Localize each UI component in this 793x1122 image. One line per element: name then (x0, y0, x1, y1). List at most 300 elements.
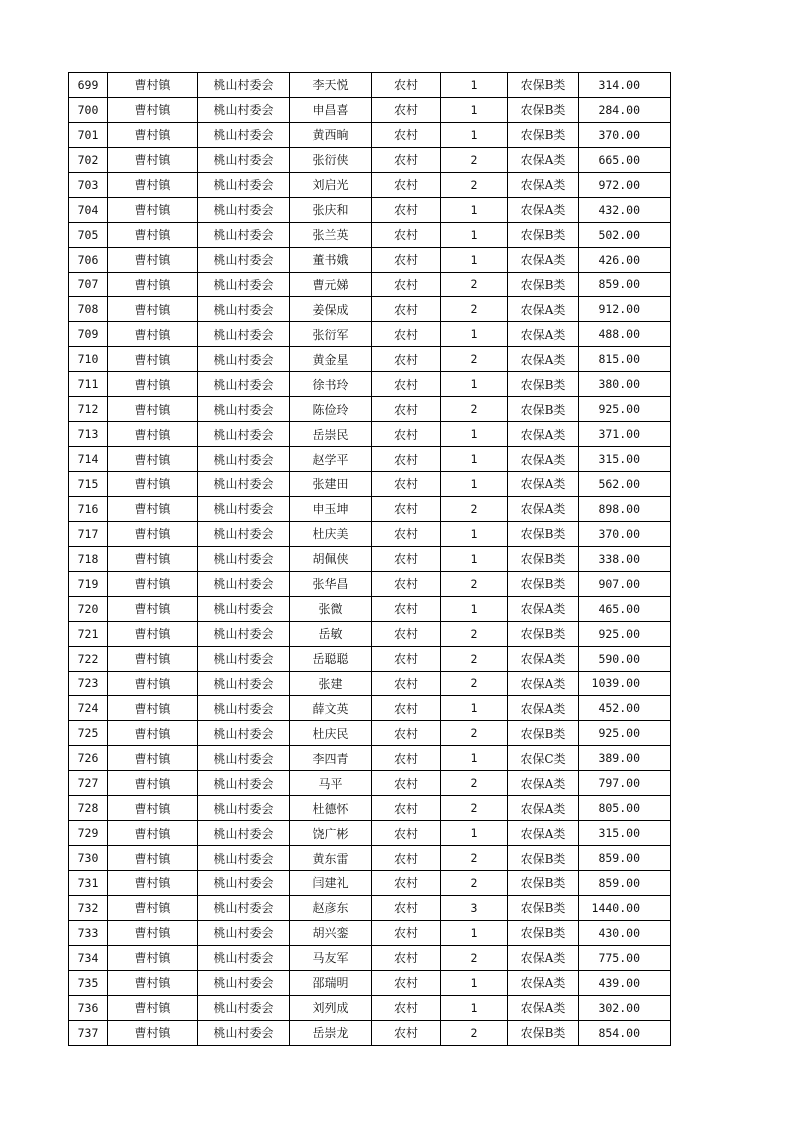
town-cell: 曹村镇 (108, 347, 198, 372)
village-committee-cell: 桃山村委会 (198, 596, 290, 621)
amount-cell: 452.00 (579, 696, 671, 721)
insurance-category-cell: 农保A类 (508, 821, 579, 846)
person-name-cell: 刘列成 (290, 995, 372, 1020)
row-number-cell: 733 (69, 920, 108, 945)
amount-cell: 370.00 (579, 521, 671, 546)
village-committee-cell: 桃山村委会 (198, 796, 290, 821)
table-row (69, 871, 671, 896)
insurance-category-cell: 农保A类 (508, 472, 579, 497)
person-name-cell: 岳崇龙 (290, 1020, 372, 1045)
amount-cell: 805.00 (579, 796, 671, 821)
beneficiary-table (68, 72, 671, 1046)
town-cell: 曹村镇 (108, 871, 198, 896)
town-cell: 曹村镇 (108, 671, 198, 696)
village-committee-cell: 桃山村委会 (198, 521, 290, 546)
household-type-cell: 农村 (372, 197, 441, 222)
household-type-cell: 农村 (372, 596, 441, 621)
amount-cell: 465.00 (579, 596, 671, 621)
village-committee-cell: 桃山村委会 (198, 247, 290, 272)
town-cell: 曹村镇 (108, 422, 198, 447)
household-size-cell: 1 (441, 995, 508, 1020)
person-name-cell: 岳聪聪 (290, 646, 372, 671)
village-committee-cell: 桃山村委会 (198, 496, 290, 521)
row-number-cell: 732 (69, 895, 108, 920)
person-name-cell: 杜庆民 (290, 721, 372, 746)
person-name-cell: 张庆和 (290, 197, 372, 222)
person-name-cell: 杜德怀 (290, 796, 372, 821)
table-row (69, 122, 671, 147)
table-row (69, 73, 671, 98)
village-committee-cell: 桃山村委会 (198, 895, 290, 920)
insurance-category-cell: 农保B类 (508, 546, 579, 571)
insurance-category-cell: 农保A类 (508, 422, 579, 447)
town-cell: 曹村镇 (108, 920, 198, 945)
person-name-cell: 张兰英 (290, 222, 372, 247)
insurance-category-cell: 农保B类 (508, 871, 579, 896)
insurance-category-cell: 农保B类 (508, 222, 579, 247)
person-name-cell: 曹元娣 (290, 272, 372, 297)
village-committee-cell: 桃山村委会 (198, 347, 290, 372)
row-number-cell: 716 (69, 496, 108, 521)
row-number-cell: 709 (69, 322, 108, 347)
table-row (69, 721, 671, 746)
household-size-cell: 1 (441, 920, 508, 945)
amount-cell: 338.00 (579, 546, 671, 571)
row-number-cell: 710 (69, 347, 108, 372)
amount-cell: 665.00 (579, 147, 671, 172)
amount-cell: 370.00 (579, 122, 671, 147)
household-type-cell: 农村 (372, 472, 441, 497)
row-number-cell: 730 (69, 846, 108, 871)
table-row (69, 970, 671, 995)
table-row (69, 397, 671, 422)
household-type-cell: 农村 (372, 422, 441, 447)
table-row (69, 447, 671, 472)
table-row (69, 895, 671, 920)
insurance-category-cell: 农保A类 (508, 696, 579, 721)
town-cell: 曹村镇 (108, 297, 198, 322)
household-type-cell: 农村 (372, 496, 441, 521)
amount-cell: 859.00 (579, 846, 671, 871)
household-type-cell: 农村 (372, 297, 441, 322)
amount-cell: 854.00 (579, 1020, 671, 1045)
table-row (69, 372, 671, 397)
insurance-category-cell: 农保B类 (508, 895, 579, 920)
town-cell: 曹村镇 (108, 721, 198, 746)
amount-cell: 488.00 (579, 322, 671, 347)
row-number-cell: 737 (69, 1020, 108, 1045)
household-type-cell: 农村 (372, 995, 441, 1020)
town-cell: 曹村镇 (108, 472, 198, 497)
household-type-cell: 农村 (372, 1020, 441, 1045)
amount-cell: 907.00 (579, 571, 671, 596)
town-cell: 曹村镇 (108, 771, 198, 796)
town-cell: 曹村镇 (108, 1020, 198, 1045)
row-number-cell: 701 (69, 122, 108, 147)
row-number-cell: 714 (69, 447, 108, 472)
town-cell: 曹村镇 (108, 197, 198, 222)
table-row (69, 746, 671, 771)
amount-cell: 775.00 (579, 945, 671, 970)
village-committee-cell: 桃山村委会 (198, 222, 290, 247)
village-committee-cell: 桃山村委会 (198, 422, 290, 447)
village-committee-cell: 桃山村委会 (198, 846, 290, 871)
town-cell: 曹村镇 (108, 496, 198, 521)
row-number-cell: 734 (69, 945, 108, 970)
household-size-cell: 2 (441, 297, 508, 322)
row-number-cell: 727 (69, 771, 108, 796)
table-row (69, 846, 671, 871)
village-committee-cell: 桃山村委会 (198, 671, 290, 696)
household-size-cell: 2 (441, 646, 508, 671)
person-name-cell: 张衍军 (290, 322, 372, 347)
amount-cell: 302.00 (579, 995, 671, 1020)
table-row (69, 247, 671, 272)
village-committee-cell: 桃山村委会 (198, 322, 290, 347)
household-type-cell: 农村 (372, 122, 441, 147)
person-name-cell: 黄金星 (290, 347, 372, 372)
insurance-category-cell: 农保B类 (508, 73, 579, 98)
row-number-cell: 712 (69, 397, 108, 422)
household-type-cell: 农村 (372, 945, 441, 970)
person-name-cell: 胡兴銮 (290, 920, 372, 945)
household-size-cell: 2 (441, 945, 508, 970)
insurance-category-cell: 农保A类 (508, 596, 579, 621)
row-number-cell: 704 (69, 197, 108, 222)
table-row (69, 571, 671, 596)
household-size-cell: 1 (441, 197, 508, 222)
row-number-cell: 736 (69, 995, 108, 1020)
amount-cell: 859.00 (579, 871, 671, 896)
row-number-cell: 735 (69, 970, 108, 995)
amount-cell: 1039.00 (579, 671, 671, 696)
insurance-category-cell: 农保B类 (508, 920, 579, 945)
household-size-cell: 1 (441, 546, 508, 571)
amount-cell: 925.00 (579, 721, 671, 746)
insurance-category-cell: 农保B类 (508, 122, 579, 147)
person-name-cell: 赵学平 (290, 447, 372, 472)
person-name-cell: 黄东雷 (290, 846, 372, 871)
village-committee-cell: 桃山村委会 (198, 147, 290, 172)
household-size-cell: 1 (441, 372, 508, 397)
household-size-cell: 1 (441, 322, 508, 347)
table-row (69, 696, 671, 721)
village-committee-cell: 桃山村委会 (198, 821, 290, 846)
household-type-cell: 农村 (372, 147, 441, 172)
town-cell: 曹村镇 (108, 796, 198, 821)
village-committee-cell: 桃山村委会 (198, 771, 290, 796)
town-cell: 曹村镇 (108, 322, 198, 347)
town-cell: 曹村镇 (108, 372, 198, 397)
household-size-cell: 2 (441, 397, 508, 422)
row-number-cell: 706 (69, 247, 108, 272)
person-name-cell: 申昌喜 (290, 97, 372, 122)
town-cell: 曹村镇 (108, 521, 198, 546)
amount-cell: 432.00 (579, 197, 671, 222)
village-committee-cell: 桃山村委会 (198, 172, 290, 197)
amount-cell: 925.00 (579, 397, 671, 422)
person-name-cell: 饶广彬 (290, 821, 372, 846)
town-cell: 曹村镇 (108, 596, 198, 621)
amount-cell: 898.00 (579, 496, 671, 521)
household-size-cell: 1 (441, 596, 508, 621)
row-number-cell: 718 (69, 546, 108, 571)
town-cell: 曹村镇 (108, 970, 198, 995)
household-size-cell: 1 (441, 521, 508, 546)
household-type-cell: 农村 (372, 272, 441, 297)
row-number-cell: 715 (69, 472, 108, 497)
village-committee-cell: 桃山村委会 (198, 122, 290, 147)
household-type-cell: 农村 (372, 721, 441, 746)
household-type-cell: 农村 (372, 247, 441, 272)
person-name-cell: 董书娥 (290, 247, 372, 272)
household-size-cell: 2 (441, 621, 508, 646)
household-size-cell: 1 (441, 970, 508, 995)
village-committee-cell: 桃山村委会 (198, 646, 290, 671)
row-number-cell: 702 (69, 147, 108, 172)
town-cell: 曹村镇 (108, 122, 198, 147)
household-type-cell: 农村 (372, 546, 441, 571)
household-type-cell: 农村 (372, 521, 441, 546)
town-cell: 曹村镇 (108, 696, 198, 721)
household-type-cell: 农村 (372, 347, 441, 372)
amount-cell: 925.00 (579, 621, 671, 646)
amount-cell: 426.00 (579, 247, 671, 272)
household-size-cell: 2 (441, 846, 508, 871)
household-size-cell: 2 (441, 671, 508, 696)
table-row (69, 546, 671, 571)
insurance-category-cell: 农保A类 (508, 297, 579, 322)
village-committee-cell: 桃山村委会 (198, 73, 290, 98)
household-type-cell: 农村 (372, 796, 441, 821)
village-committee-cell: 桃山村委会 (198, 945, 290, 970)
town-cell: 曹村镇 (108, 846, 198, 871)
amount-cell: 315.00 (579, 447, 671, 472)
person-name-cell: 张建田 (290, 472, 372, 497)
amount-cell: 430.00 (579, 920, 671, 945)
household-size-cell: 1 (441, 696, 508, 721)
table-row (69, 222, 671, 247)
insurance-category-cell: 农保A类 (508, 771, 579, 796)
person-name-cell: 岳敏 (290, 621, 372, 646)
amount-cell: 1440.00 (579, 895, 671, 920)
insurance-category-cell: 农保A类 (508, 970, 579, 995)
village-committee-cell: 桃山村委会 (198, 272, 290, 297)
household-type-cell: 农村 (372, 895, 441, 920)
household-type-cell: 农村 (372, 846, 441, 871)
household-type-cell: 农村 (372, 222, 441, 247)
insurance-category-cell: 农保A类 (508, 945, 579, 970)
village-committee-cell: 桃山村委会 (198, 571, 290, 596)
table-row (69, 821, 671, 846)
insurance-category-cell: 农保A类 (508, 147, 579, 172)
person-name-cell: 薛文英 (290, 696, 372, 721)
insurance-category-cell: 农保A类 (508, 247, 579, 272)
table-row (69, 147, 671, 172)
person-name-cell: 马平 (290, 771, 372, 796)
table-row (69, 297, 671, 322)
amount-cell: 797.00 (579, 771, 671, 796)
row-number-cell: 723 (69, 671, 108, 696)
household-type-cell: 农村 (372, 920, 441, 945)
row-number-cell: 726 (69, 746, 108, 771)
insurance-category-cell: 农保A类 (508, 172, 579, 197)
person-name-cell: 胡佩侠 (290, 546, 372, 571)
household-size-cell: 1 (441, 472, 508, 497)
amount-cell: 590.00 (579, 646, 671, 671)
town-cell: 曹村镇 (108, 447, 198, 472)
insurance-category-cell: 农保C类 (508, 746, 579, 771)
household-size-cell: 2 (441, 571, 508, 596)
village-committee-cell: 桃山村委会 (198, 621, 290, 646)
row-number-cell: 721 (69, 621, 108, 646)
person-name-cell: 申玉坤 (290, 496, 372, 521)
town-cell: 曹村镇 (108, 995, 198, 1020)
person-name-cell: 姜保成 (290, 297, 372, 322)
village-committee-cell: 桃山村委会 (198, 920, 290, 945)
town-cell: 曹村镇 (108, 147, 198, 172)
table-row (69, 596, 671, 621)
row-number-cell: 720 (69, 596, 108, 621)
household-size-cell: 1 (441, 746, 508, 771)
insurance-category-cell: 农保B类 (508, 521, 579, 546)
insurance-category-cell: 农保A类 (508, 347, 579, 372)
household-size-cell: 2 (441, 496, 508, 521)
amount-cell: 972.00 (579, 172, 671, 197)
table-row (69, 621, 671, 646)
amount-cell: 314.00 (579, 73, 671, 98)
household-type-cell: 农村 (372, 397, 441, 422)
table-row (69, 272, 671, 297)
village-committee-cell: 桃山村委会 (198, 871, 290, 896)
town-cell: 曹村镇 (108, 73, 198, 98)
household-type-cell: 农村 (372, 73, 441, 98)
table-row (69, 771, 671, 796)
household-type-cell: 农村 (372, 671, 441, 696)
village-committee-cell: 桃山村委会 (198, 696, 290, 721)
household-type-cell: 农村 (372, 571, 441, 596)
household-type-cell: 农村 (372, 821, 441, 846)
insurance-category-cell: 农保A类 (508, 447, 579, 472)
person-name-cell: 杜庆美 (290, 521, 372, 546)
person-name-cell: 闫建礼 (290, 871, 372, 896)
town-cell: 曹村镇 (108, 646, 198, 671)
person-name-cell: 张衍侠 (290, 147, 372, 172)
insurance-category-cell: 农保B类 (508, 372, 579, 397)
amount-cell: 502.00 (579, 222, 671, 247)
village-committee-cell: 桃山村委会 (198, 970, 290, 995)
insurance-category-cell: 农保B类 (508, 272, 579, 297)
household-size-cell: 1 (441, 821, 508, 846)
table-row (69, 945, 671, 970)
row-number-cell: 717 (69, 521, 108, 546)
table-row (69, 422, 671, 447)
town-cell: 曹村镇 (108, 222, 198, 247)
village-committee-cell: 桃山村委会 (198, 721, 290, 746)
town-cell: 曹村镇 (108, 172, 198, 197)
row-number-cell: 722 (69, 646, 108, 671)
row-number-cell: 703 (69, 172, 108, 197)
row-number-cell: 699 (69, 73, 108, 98)
village-committee-cell: 桃山村委会 (198, 372, 290, 397)
village-committee-cell: 桃山村委会 (198, 97, 290, 122)
person-name-cell: 张微 (290, 596, 372, 621)
village-committee-cell: 桃山村委会 (198, 297, 290, 322)
person-name-cell: 李天悦 (290, 73, 372, 98)
row-number-cell: 731 (69, 871, 108, 896)
household-size-cell: 1 (441, 122, 508, 147)
row-number-cell: 711 (69, 372, 108, 397)
village-committee-cell: 桃山村委会 (198, 1020, 290, 1045)
household-type-cell: 农村 (372, 696, 441, 721)
person-name-cell: 张建 (290, 671, 372, 696)
table-row (69, 521, 671, 546)
household-type-cell: 农村 (372, 746, 441, 771)
person-name-cell: 徐书玲 (290, 372, 372, 397)
row-number-cell: 724 (69, 696, 108, 721)
amount-cell: 815.00 (579, 347, 671, 372)
insurance-category-cell: 农保A类 (508, 197, 579, 222)
household-size-cell: 1 (441, 247, 508, 272)
row-number-cell: 729 (69, 821, 108, 846)
table-row (69, 97, 671, 122)
town-cell: 曹村镇 (108, 621, 198, 646)
person-name-cell: 李四青 (290, 746, 372, 771)
town-cell: 曹村镇 (108, 97, 198, 122)
amount-cell: 371.00 (579, 422, 671, 447)
insurance-category-cell: 农保A类 (508, 496, 579, 521)
row-number-cell: 707 (69, 272, 108, 297)
household-size-cell: 2 (441, 771, 508, 796)
insurance-category-cell: 农保A类 (508, 796, 579, 821)
table-row (69, 172, 671, 197)
town-cell: 曹村镇 (108, 746, 198, 771)
insurance-category-cell: 农保B类 (508, 1020, 579, 1045)
household-size-cell: 1 (441, 222, 508, 247)
row-number-cell: 728 (69, 796, 108, 821)
amount-cell: 389.00 (579, 746, 671, 771)
household-type-cell: 农村 (372, 871, 441, 896)
table-row (69, 796, 671, 821)
household-type-cell: 农村 (372, 771, 441, 796)
insurance-category-cell: 农保B类 (508, 571, 579, 596)
village-committee-cell: 桃山村委会 (198, 995, 290, 1020)
row-number-cell: 700 (69, 97, 108, 122)
table-row (69, 347, 671, 372)
village-committee-cell: 桃山村委会 (198, 546, 290, 571)
household-type-cell: 农村 (372, 172, 441, 197)
table-row (69, 1020, 671, 1045)
table-row (69, 671, 671, 696)
row-number-cell: 713 (69, 422, 108, 447)
table-body (69, 73, 671, 1046)
insurance-category-cell: 农保B类 (508, 846, 579, 871)
village-committee-cell: 桃山村委会 (198, 397, 290, 422)
amount-cell: 380.00 (579, 372, 671, 397)
row-number-cell: 719 (69, 571, 108, 596)
table-row (69, 322, 671, 347)
village-committee-cell: 桃山村委会 (198, 447, 290, 472)
household-type-cell: 农村 (372, 322, 441, 347)
town-cell: 曹村镇 (108, 821, 198, 846)
insurance-category-cell: 农保A类 (508, 646, 579, 671)
household-size-cell: 2 (441, 721, 508, 746)
person-name-cell: 刘启光 (290, 172, 372, 197)
insurance-category-cell: 农保A类 (508, 995, 579, 1020)
household-type-cell: 农村 (372, 97, 441, 122)
household-size-cell: 2 (441, 272, 508, 297)
amount-cell: 562.00 (579, 472, 671, 497)
